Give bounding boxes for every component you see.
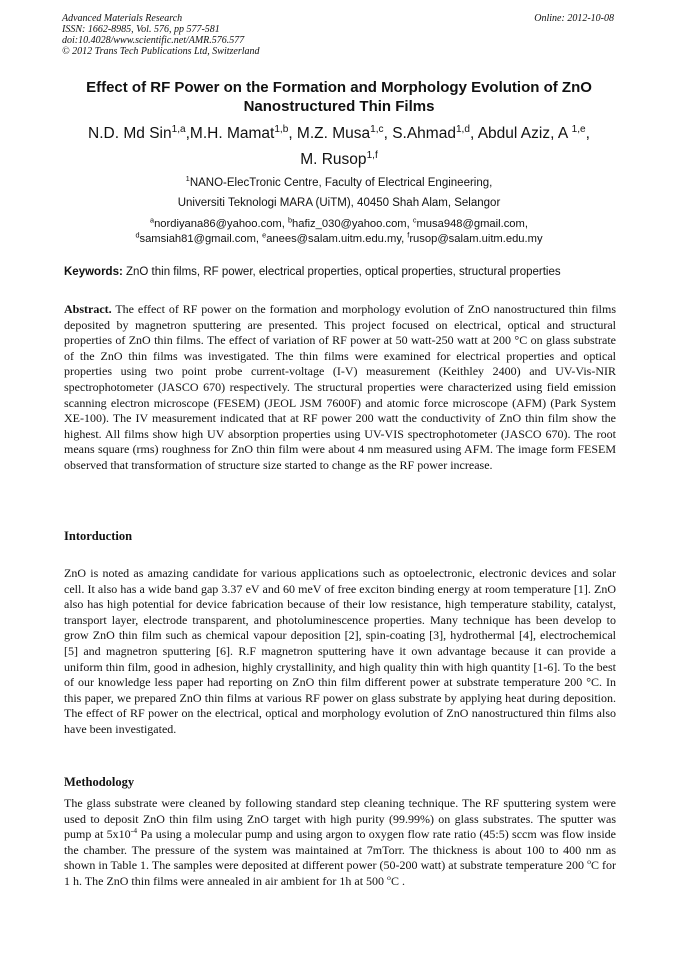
email-address: rusop@salam.uitm.edu.my xyxy=(409,233,543,245)
author-name: , Abdul Aziz, A xyxy=(469,125,572,142)
affiliation-text: NANO-ElecTronic Centre, Faculty of Electrical Engineering, xyxy=(189,177,493,189)
email-address: nordiyana86@yahoo.com, xyxy=(154,218,288,230)
email-mark: a xyxy=(150,215,155,225)
email-mark: d xyxy=(135,230,140,240)
author-name: , S.Ahmad xyxy=(383,125,456,142)
author-name: ,M.H. Mamat xyxy=(185,125,275,142)
introduction-heading: Intorduction xyxy=(64,529,133,543)
author-list xyxy=(40,121,638,173)
email-mark: f xyxy=(407,230,410,240)
email-list xyxy=(40,217,638,247)
author-separator: , xyxy=(585,125,590,142)
email-mark: e xyxy=(262,230,267,240)
author-name: , M.Z. Musa xyxy=(288,125,371,142)
author-name: M. Rusop xyxy=(300,151,367,168)
doi-line: doi:10.4028/www.scientific.net/AMR.576.577 xyxy=(62,35,245,46)
affiliation-line-2: Universiti Teknologi MARA (UiTM), 40450 Shah Alam, Selangor xyxy=(177,197,501,209)
title-line-2: Nanostructured Thin Films xyxy=(243,98,435,115)
email-line-2 xyxy=(40,232,638,247)
methodology-segment: Pa using a molecular pump and using argon to oxygen flow rate ratio (45:5) sccm was flow inside the chamber. The pressure of the system was maintained at 7mTorr. The thickness is about 100 to 400 nm as shown in Table 1. The samples were deposited at different power (50-200 watt) at substrate temperature 200 xyxy=(64,827,617,873)
affiliation-mark: 1 xyxy=(185,174,190,184)
degree-mark: o xyxy=(387,872,391,882)
online-date: Online: 2012-10-08 xyxy=(534,13,614,24)
journal-header xyxy=(62,13,260,57)
email-address: musa948@gmail.com, xyxy=(416,218,528,230)
email-mark: b xyxy=(287,215,293,225)
issn-line: ISSN: 1662-8985, Vol. 576, pp 577-581 xyxy=(62,24,220,35)
author-affil-mark: 1,d xyxy=(455,123,470,135)
keywords-text: ZnO thin films, RF power, electrical properties, optical properties, structural properties xyxy=(122,266,561,278)
author-line-2 xyxy=(40,147,638,173)
author-affil-mark: 1,a xyxy=(171,123,186,135)
author-affil-mark: 1,b xyxy=(274,123,289,135)
author-affil-mark: 1,f xyxy=(366,149,378,161)
methodology-heading: Methodology xyxy=(64,775,135,789)
journal-name: Advanced Materials Research xyxy=(62,13,183,24)
email-line-1 xyxy=(40,217,638,232)
keywords xyxy=(64,265,616,280)
abstract-label: Abstract. xyxy=(64,302,112,316)
methodology-segment: C . xyxy=(390,873,405,888)
degree-mark: o xyxy=(587,857,591,867)
author-name: N.D. Md Sin xyxy=(88,125,172,142)
author-line-1 xyxy=(40,121,638,147)
email-mark: c xyxy=(412,215,417,225)
affiliation-line-1 xyxy=(40,173,638,193)
methodology-segment: C for 1 h. The ZnO thin films were annealed in air ambient for 1h at 500 xyxy=(64,858,617,888)
abstract xyxy=(64,302,616,474)
abstract-text: The effect of RF power on the formation and morphology evolution of ZnO nanostructured thin films deposited by magnetron sputtering are presented. This project focused on electrical, optical and structural properties of ZnO thin films. The effect of variation of RF power at 50 watt-250 watt at 200 °C on glass substrate of the ZnO thin films was investigated. The thin films were examined for electrical properties and optical properties using two point probe current-voltage (I-V) measurement (Keithley 2400) and UV-Vis-NIR spectrophotometer (JASCO 670) respectively. The structural properties were characterized using field emission scanning electron microscope (FESEM) (JEOL JSM 7600F) and atomic force microscope (AFM) (Park System XE-100). The IV measurement indicated that at RF power 200 watt the conductivity of ZnO thin film show the highest. All films show high UV absorption properties using UV-VIS spectrophotometer (JASCO 670). The root means square (rms) roughness for ZnO thin film were about 4 nm measured using AFM. The image form FESEM observed that transformation of structure size started to change as the RF power increase. xyxy=(64,302,616,472)
copyright-line: © 2012 Trans Tech Publications Ltd, Switzerland xyxy=(62,46,260,57)
author-affil-mark: 1,e xyxy=(571,123,586,135)
email-address: anees@salam.uitm.edu.my, xyxy=(266,233,408,245)
author-affil-mark: 1,c xyxy=(370,123,384,135)
email-address: samsiah81@gmail.com, xyxy=(139,233,263,245)
email-address: hafiz_030@yahoo.com, xyxy=(292,218,413,230)
introduction-text: ZnO is noted as amazing candidate for various applications such as optoelectronic, electronic devices and solar cell. It also has a wide band gap 3.37 eV and 60 meV of free exciton binding energy at room temperature [1]. ZnO also has high potential for device fabrication because of their low resistance, high temperature stability, catalyst, transport layer, electrode transparent, and photoluminescence properties. Many technique has been develop to grow ZnO thin film such as chemical vapour deposition [2], spin-coating [3], hydrothermal [4], electrochemical [5] and magnetron sputtering [6]. R.F magnetron sputtering have it own advantage because it can provide a uniform thin film, good in adhesion, highly crystallinity, and high quality thin with high quantity [1-6]. To the best of our knowledge less paper had reporting on ZnO thin film different power at substrate temperature 200 °C. In this paper, we prepared ZnO thin films at various RF power on glass substrate by applying heat during deposition. The effect of RF power on the electrical, optical and morphology evolution of ZnO nanostructured thin films also have been investigated. xyxy=(64,566,616,736)
affiliation xyxy=(40,173,638,213)
title-line-1: Effect of RF Power on the Formation and Morphology Evolution of ZnO xyxy=(86,79,592,96)
methodology-segment: The glass substrate were cleaned by following standard step cleaning technique. The RF sputtering system were used to deposit ZnO thin film using ZnO target with high purity (99.99%) on glass substrates. The sputter was pump at 5x10 xyxy=(64,796,616,842)
paper-title xyxy=(40,78,638,116)
methodology-text xyxy=(64,796,616,890)
keywords-label: Keywords: xyxy=(64,266,123,278)
exponent: -4 xyxy=(130,826,138,836)
